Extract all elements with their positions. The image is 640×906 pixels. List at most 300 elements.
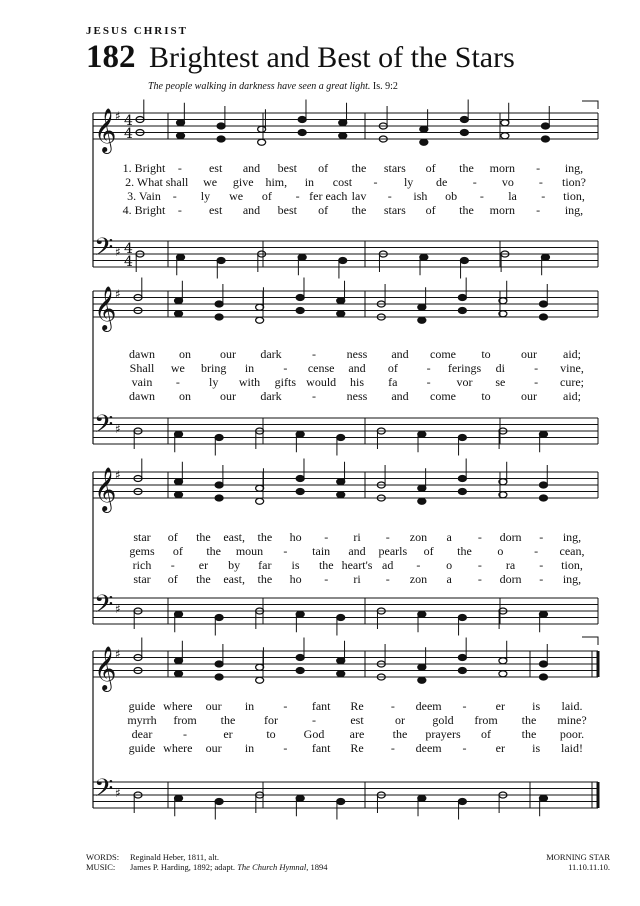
- key-signature-sharp: ♯: [115, 245, 121, 259]
- note-head: [539, 431, 547, 437]
- lyric-syllable: -: [390, 741, 395, 755]
- lyric-syllable: est: [208, 161, 223, 175]
- note-head: [339, 120, 347, 126]
- phrase-bracket: [582, 637, 598, 645]
- bass-clef: 𝄢: [94, 233, 114, 268]
- lyric-syllable: -: [177, 161, 182, 175]
- verse-line: [0, 347, 640, 361]
- key-signature-sharp: ♯: [115, 422, 121, 436]
- lyric-syllable: morn: [489, 203, 515, 217]
- lyric-syllable: Re: [350, 741, 364, 755]
- note-head: [177, 120, 185, 126]
- lyric-syllable: est: [350, 713, 364, 727]
- lyric-syllable: -: [426, 361, 431, 375]
- note-head: [501, 133, 509, 139]
- note-head: [175, 611, 183, 617]
- note-head: [539, 314, 547, 320]
- lyric-syllable: cure;: [560, 375, 584, 389]
- note-head: [337, 298, 345, 304]
- lyric-syllable: dawn: [129, 347, 155, 361]
- key-signature-sharp: ♯: [115, 647, 121, 661]
- lyric-syllable: mine?: [557, 713, 587, 727]
- key-signature-sharp: ♯: [115, 109, 121, 123]
- lyric-syllable: ferings: [447, 361, 482, 375]
- note-head: [296, 655, 304, 661]
- note-head: [298, 117, 306, 123]
- lyric-syllable: 3. Vain: [127, 189, 161, 203]
- credits: [86, 852, 328, 872]
- note-head: [175, 658, 183, 664]
- lyric-syllable: the: [459, 161, 474, 175]
- lyric-syllable: the: [521, 713, 537, 727]
- lyric-syllable: -: [373, 175, 378, 189]
- lyric-syllable: -: [177, 203, 182, 217]
- verse-line: [0, 572, 640, 586]
- lyric-syllable: fant: [311, 741, 331, 755]
- lyric-syllable: -: [312, 389, 316, 403]
- lyric-syllable: -: [538, 175, 543, 189]
- lyric-syllable: the: [257, 572, 273, 586]
- lyric-syllable: cean,: [559, 544, 585, 558]
- lyric-syllable: -: [324, 572, 329, 586]
- lyric-syllable: dawn: [129, 389, 155, 403]
- note-head: [337, 671, 345, 677]
- lyric-syllable: we: [170, 361, 185, 375]
- epigraph-reference: Is. 9:2: [372, 81, 398, 92]
- lyric-syllable: -: [479, 189, 484, 203]
- lyric-syllable: far: [258, 558, 272, 572]
- verse-line: [0, 741, 640, 755]
- lyric-syllable: we: [203, 175, 218, 189]
- lyric-syllable: gold: [432, 713, 454, 727]
- lyric-syllable: best: [277, 161, 297, 175]
- lyric-syllable: rich: [132, 558, 152, 572]
- lyric-syllable: of: [172, 544, 183, 558]
- treble-clef: 𝄞: [94, 467, 117, 511]
- verse-line: [0, 189, 640, 203]
- lyric-syllable: dark: [260, 347, 282, 361]
- lyric-syllable: a: [446, 572, 452, 586]
- verse-line: [0, 161, 640, 175]
- lyric-syllable: him,: [265, 175, 288, 189]
- note-head: [175, 795, 183, 801]
- lyric-syllable: -: [387, 189, 392, 203]
- note-head: [217, 123, 225, 129]
- verse-line: [0, 203, 640, 217]
- note-head: [175, 298, 183, 304]
- note-head: [418, 498, 426, 504]
- note-head: [418, 664, 426, 670]
- lyric-syllable: the: [457, 544, 472, 558]
- hymn-number: 182: [86, 39, 136, 75]
- lyric-syllable: in: [244, 741, 255, 755]
- key-signature-sharp: ♯: [115, 468, 121, 482]
- lyric-syllable: our: [205, 741, 222, 755]
- lyric-syllable: and: [348, 361, 366, 375]
- lyric-syllable: ad: [382, 558, 394, 572]
- lyric-syllable: Re: [350, 699, 364, 713]
- lyric-syllable: zon: [409, 530, 428, 544]
- lyric-syllable: -: [390, 699, 395, 713]
- lyric-syllable: 2. What: [125, 175, 163, 189]
- lyric-syllable: se: [495, 375, 506, 389]
- note-head: [418, 485, 426, 491]
- note-head: [215, 495, 223, 501]
- note-head: [256, 485, 264, 491]
- lyric-syllable: the: [351, 161, 367, 175]
- lyric-syllable: ing,: [562, 530, 582, 544]
- lyric-syllable: of: [423, 544, 434, 558]
- lyric-syllable: from: [173, 713, 197, 727]
- lyric-syllable: -: [477, 530, 482, 544]
- lyric-syllable: by: [228, 558, 241, 572]
- lyric-syllable: o: [446, 558, 453, 572]
- note-head: [296, 489, 304, 495]
- lyric-syllable: in: [244, 361, 255, 375]
- lyric-syllable: pearls: [378, 544, 408, 558]
- lyric-syllable: de: [436, 175, 448, 189]
- note-head: [217, 136, 225, 142]
- lyric-syllable: -: [534, 544, 539, 558]
- lyric-syllable: guide: [128, 741, 156, 755]
- verse-line: [0, 727, 640, 741]
- note-head: [337, 658, 345, 664]
- lyric-syllable: ing,: [562, 572, 582, 586]
- lyric-syllable: -: [541, 189, 546, 203]
- key-signature-sharp: ♯: [115, 602, 121, 616]
- note-head: [458, 668, 466, 674]
- note-head: [215, 314, 223, 320]
- lyric-syllable: tion,: [563, 189, 585, 203]
- note-head: [539, 495, 547, 501]
- lyric-syllable: the: [257, 530, 273, 544]
- lyric-syllable: -: [283, 699, 288, 713]
- lyric-syllable: come: [430, 389, 456, 403]
- lyric-syllable: morn: [489, 161, 515, 175]
- note-head: [296, 308, 304, 314]
- note-head: [458, 799, 466, 805]
- lyric-syllable: -: [295, 189, 300, 203]
- lyric-syllable: or: [395, 713, 405, 727]
- lyric-syllable: the: [196, 530, 211, 544]
- lyric-syllable: ly: [200, 189, 211, 203]
- note-head: [258, 126, 266, 132]
- note-head: [215, 435, 223, 441]
- lyric-syllable: -: [283, 544, 288, 558]
- note-head: [175, 431, 183, 437]
- phrase-bracket: [582, 101, 598, 109]
- note-head: [460, 117, 468, 123]
- lyric-syllable: of: [318, 203, 329, 217]
- note-head: [499, 671, 507, 677]
- lyric-syllable: ish: [413, 189, 428, 203]
- lyric-syllable: dear: [131, 727, 153, 741]
- lyric-syllable: of: [387, 361, 398, 375]
- lyric-syllable: the: [220, 713, 236, 727]
- lyric-syllable: our: [220, 389, 236, 403]
- lyric-syllable: a: [446, 530, 452, 544]
- note-head: [215, 674, 223, 680]
- note-head: [460, 130, 468, 136]
- note-head: [337, 799, 345, 805]
- lyric-syllable: our: [521, 389, 537, 403]
- note-head: [539, 482, 547, 488]
- note-head: [420, 139, 428, 145]
- tune-name: MORNING STAR: [546, 852, 610, 862]
- lyric-syllable: of: [261, 189, 272, 203]
- verse-line: [0, 530, 640, 544]
- lyric-syllable: on: [179, 347, 191, 361]
- note-head: [175, 671, 183, 677]
- lyric-syllable: -: [462, 741, 467, 755]
- lyric-syllable: myrrh: [127, 713, 157, 727]
- lyric-syllable: ing,: [564, 203, 584, 217]
- lyric-syllable: the: [351, 203, 367, 217]
- lyric-syllable: the: [318, 558, 334, 572]
- tune-meter: 11.10.11.10.: [568, 862, 610, 872]
- note-head: [296, 795, 304, 801]
- lyric-syllable: the: [206, 544, 221, 558]
- note-head: [499, 658, 507, 664]
- note-head: [539, 674, 547, 680]
- lyric-syllable: and: [391, 347, 409, 361]
- lyric-syllable: we: [229, 189, 244, 203]
- lyric-syllable: moun: [235, 544, 264, 558]
- lyric-syllable: ing,: [564, 161, 584, 175]
- lyric-syllable: -: [534, 361, 539, 375]
- lyric-syllable: la: [508, 189, 517, 203]
- treble-clef: 𝄞: [94, 286, 117, 330]
- note-head: [337, 435, 345, 441]
- time-signature-bottom: 4: [124, 254, 133, 270]
- verse-line: [0, 544, 640, 558]
- note-head: [458, 655, 466, 661]
- lyric-syllable: -: [183, 727, 187, 741]
- note-head: [539, 301, 547, 307]
- lyric-syllable: gems: [129, 544, 155, 558]
- time-signature-top: 4: [124, 113, 133, 129]
- lyric-syllable: guide: [128, 699, 156, 713]
- lyric-syllable: -: [534, 375, 539, 389]
- lyric-syllable: -: [312, 713, 316, 727]
- lyric-syllable: heart's: [341, 558, 373, 572]
- note-head: [458, 615, 466, 621]
- lyric-syllable: to: [481, 347, 491, 361]
- lyric-syllable: -: [385, 572, 390, 586]
- lyric-syllable: prayers: [425, 727, 461, 741]
- lyric-syllable: cense: [307, 361, 335, 375]
- lyric-syllable: shall: [165, 175, 189, 189]
- note-head: [458, 308, 466, 314]
- note-head: [296, 295, 304, 301]
- lyric-syllable: o: [497, 544, 504, 558]
- note-head: [215, 661, 223, 667]
- note-head: [339, 133, 347, 139]
- hymn-title: Brightest and Best of the Stars: [149, 41, 515, 74]
- lyric-syllable: est: [208, 203, 223, 217]
- lyric-syllable: star: [133, 530, 151, 544]
- lyric-syllable: zon: [409, 572, 428, 586]
- lyric-syllable: ly: [403, 175, 414, 189]
- lyric-syllable: ness: [346, 389, 368, 403]
- epigraph-text: The people walking in darkness have seen a great light.: [148, 81, 371, 92]
- note-head: [296, 476, 304, 482]
- lyric-syllable: -: [283, 361, 288, 375]
- note-head: [296, 431, 304, 437]
- lyric-syllable: -: [539, 530, 544, 544]
- lyric-syllable: er: [198, 558, 209, 572]
- lyric-syllable: -: [324, 530, 329, 544]
- key-signature-sharp: ♯: [115, 786, 121, 800]
- lyric-syllable: laid!: [561, 741, 583, 755]
- lyric-syllable: the: [459, 203, 474, 217]
- lyric-syllable: dark: [260, 389, 282, 403]
- lyric-syllable: -: [536, 161, 541, 175]
- lyric-syllable: best: [277, 203, 297, 217]
- note-head: [258, 139, 266, 145]
- lyric-syllable: stars: [383, 161, 406, 175]
- note-head: [337, 311, 345, 317]
- verse-line: [0, 361, 640, 375]
- lyric-syllable: gifts: [274, 375, 296, 389]
- lyric-syllable: come: [430, 347, 456, 361]
- lyric-syllable: -: [416, 558, 421, 572]
- bass-clef: 𝄢: [94, 410, 114, 445]
- time-signature-top: 4: [124, 241, 133, 257]
- note-head: [418, 304, 426, 310]
- lyric-syllable: of: [167, 572, 178, 586]
- lyric-syllable: aid;: [563, 347, 581, 361]
- verse-line: [0, 699, 640, 713]
- note-head: [541, 136, 549, 142]
- note-head: [215, 615, 223, 621]
- lyric-syllable: of: [167, 530, 178, 544]
- note-head: [337, 492, 345, 498]
- lyric-syllable: -: [172, 189, 177, 203]
- lyric-syllable: our: [521, 347, 537, 361]
- note-head: [337, 479, 345, 485]
- lyric-syllable: -: [462, 699, 467, 713]
- note-head: [420, 254, 428, 260]
- note-head: [541, 254, 549, 260]
- lyric-syllable: -: [312, 347, 316, 361]
- note-head: [175, 311, 183, 317]
- note-head: [541, 123, 549, 129]
- note-head: [458, 476, 466, 482]
- lyric-syllable: is: [532, 741, 541, 755]
- lyric-syllable: ly: [208, 375, 219, 389]
- lyric-syllable: -: [170, 558, 175, 572]
- lyric-syllable: -: [539, 572, 544, 586]
- lyric-syllable: cost: [332, 175, 353, 189]
- lyric-syllable: where: [163, 741, 193, 755]
- lyric-syllable: Shall: [129, 361, 155, 375]
- lyric-syllable: our: [220, 347, 236, 361]
- note-head: [217, 258, 225, 264]
- lyric-syllable: of: [425, 203, 436, 217]
- lyric-syllable: tion,: [561, 558, 583, 572]
- lyric-syllable: stars: [383, 203, 406, 217]
- note-head: [418, 677, 426, 683]
- lyric-syllable: his: [349, 375, 365, 389]
- lyric-syllable: tain: [312, 544, 331, 558]
- lyric-syllable: deem: [415, 741, 442, 755]
- lyric-syllable: -: [539, 558, 544, 572]
- lyric-syllable: ob: [445, 189, 458, 203]
- lyric-syllable: in: [304, 175, 315, 189]
- verse-line: [0, 558, 640, 572]
- lyric-syllable: fer each: [309, 189, 348, 203]
- treble-clef: 𝄞: [94, 646, 117, 690]
- words-credit: WORDS: Reginald Heber, 1811, alt.: [86, 852, 220, 862]
- lyric-syllable: for: [264, 713, 278, 727]
- note-head: [296, 668, 304, 674]
- lyric-syllable: vo: [501, 175, 514, 189]
- lyric-syllable: are: [349, 727, 365, 741]
- lyric-syllable: di: [495, 361, 505, 375]
- lyric-syllable: on: [179, 389, 191, 403]
- note-head: [418, 611, 426, 617]
- lyric-syllable: -: [385, 530, 390, 544]
- note-head: [256, 304, 264, 310]
- note-head: [460, 258, 468, 264]
- lyric-syllable: ri: [353, 530, 361, 544]
- lyric-syllable: tion?: [562, 175, 586, 189]
- lyric-syllable: is: [532, 699, 541, 713]
- note-head: [337, 615, 345, 621]
- lyric-syllable: er: [223, 727, 233, 741]
- note-head: [256, 498, 264, 504]
- lyric-syllable: the: [196, 572, 211, 586]
- note-head: [418, 317, 426, 323]
- lyric-syllable: would: [306, 375, 337, 389]
- lyric-syllable: deem: [415, 699, 442, 713]
- lyric-syllable: to: [481, 389, 491, 403]
- note-head: [298, 254, 306, 260]
- note-head: [256, 317, 264, 323]
- note-head: [420, 126, 428, 132]
- treble-clef: 𝄞: [94, 108, 117, 152]
- note-head: [418, 795, 426, 801]
- note-head: [256, 677, 264, 683]
- verse-line: [0, 375, 640, 389]
- lyric-syllable: 4. Bright: [122, 203, 166, 217]
- lyric-syllable: ness: [346, 347, 368, 361]
- lyric-syllable: east,: [223, 530, 245, 544]
- lyric-syllable: and: [242, 161, 261, 175]
- lyric-syllable: -: [536, 203, 541, 217]
- note-head: [177, 254, 185, 260]
- verse-line: [0, 713, 640, 727]
- lyric-syllable: God: [303, 727, 325, 741]
- note-head: [501, 120, 509, 126]
- lyric-syllable: dorn: [499, 572, 522, 586]
- lyric-syllable: ra: [505, 558, 516, 572]
- note-head: [175, 479, 183, 485]
- lyric-syllable: east,: [223, 572, 245, 586]
- lyric-syllable: where: [163, 699, 193, 713]
- verse-line: [0, 389, 640, 403]
- lyric-syllable: is: [291, 558, 300, 572]
- lyric-syllable: dorn: [499, 530, 522, 544]
- lyric-syllable: fant: [311, 699, 331, 713]
- lyric-syllable: er: [495, 741, 505, 755]
- lyric-syllable: -: [472, 175, 477, 189]
- tune-info: [546, 852, 610, 872]
- music-credit: MUSIC: James P. Harding, 1892; adapt. The Church Hymnal, 1894: [86, 862, 328, 872]
- lyric-syllable: -: [426, 375, 431, 389]
- key-signature-sharp: ♯: [115, 287, 121, 301]
